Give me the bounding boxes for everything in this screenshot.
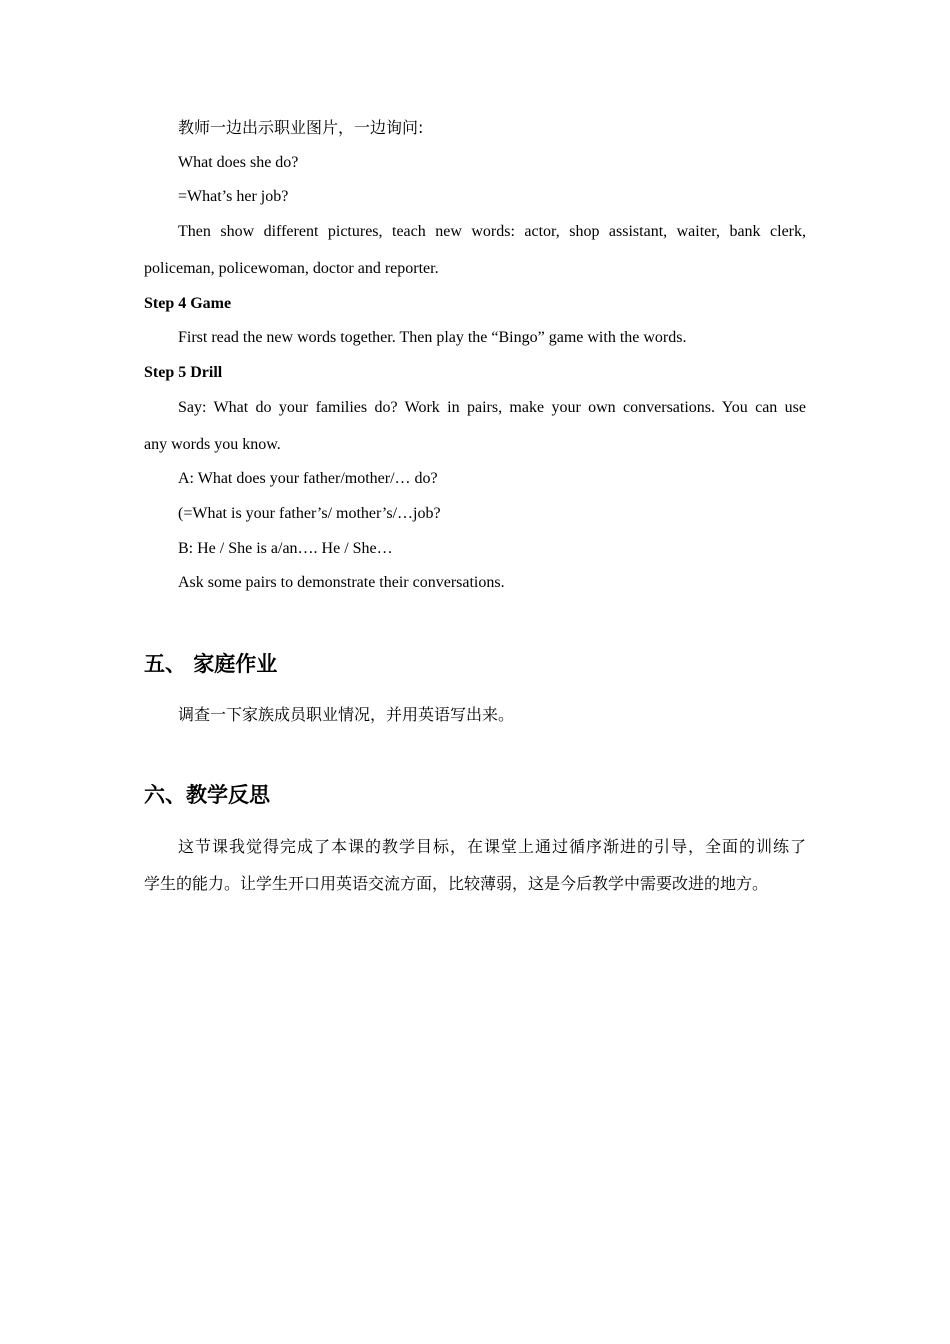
dialogue-a-alt: (=What is your father’s/ mother’s/…job? <box>178 505 441 522</box>
new-words-line-2: policeman, policewoman, doctor and reporter. <box>144 260 439 277</box>
step5-say-line-2: any words you know. <box>144 436 281 453</box>
section5-heading: 五、 家庭作业 <box>144 652 278 676</box>
reflection-line-2: 学生的能力。让学生开口用英语交流方面，比较薄弱，这是今后教学中需要改进的地方。 <box>144 874 769 893</box>
section5-homework-text: 调查一下家族成员职业情况，并用英语写出来。 <box>178 705 515 724</box>
step5-title: Step 5 Drill <box>144 364 223 381</box>
teacher-instruction: 教师一边出示职业图片，一边询问: <box>178 118 424 137</box>
question-whats-her-job: =What’s her job? <box>178 188 289 205</box>
dialogue-a: A: What does your father/mother/… do? <box>178 470 438 487</box>
step4-title: Step 4 Game <box>144 295 232 312</box>
dialogue-b: B: He / She is a/an…. He / She… <box>178 540 393 557</box>
section6-heading: 六、教学反思 <box>144 783 270 807</box>
question-what-does-she-do: What does she do? <box>178 154 299 171</box>
step5-demonstrate: Ask some pairs to demonstrate their conversations. <box>178 574 505 591</box>
step4-text: First read the new words together. Then play the “Bingo” game with the words. <box>178 329 687 346</box>
reflection-line-1: 这节课我觉得完成了本课的教学目标，在课堂上通过循序渐进的引导，全面的训练了 <box>178 837 806 856</box>
step5-say-line-1: Say: What do your families do? Work in pairs, make your own conversations. You can use <box>178 399 806 416</box>
new-words-line-1: Then show different pictures, teach new words: actor, shop assistant, waiter, bank clerk, <box>178 223 806 240</box>
